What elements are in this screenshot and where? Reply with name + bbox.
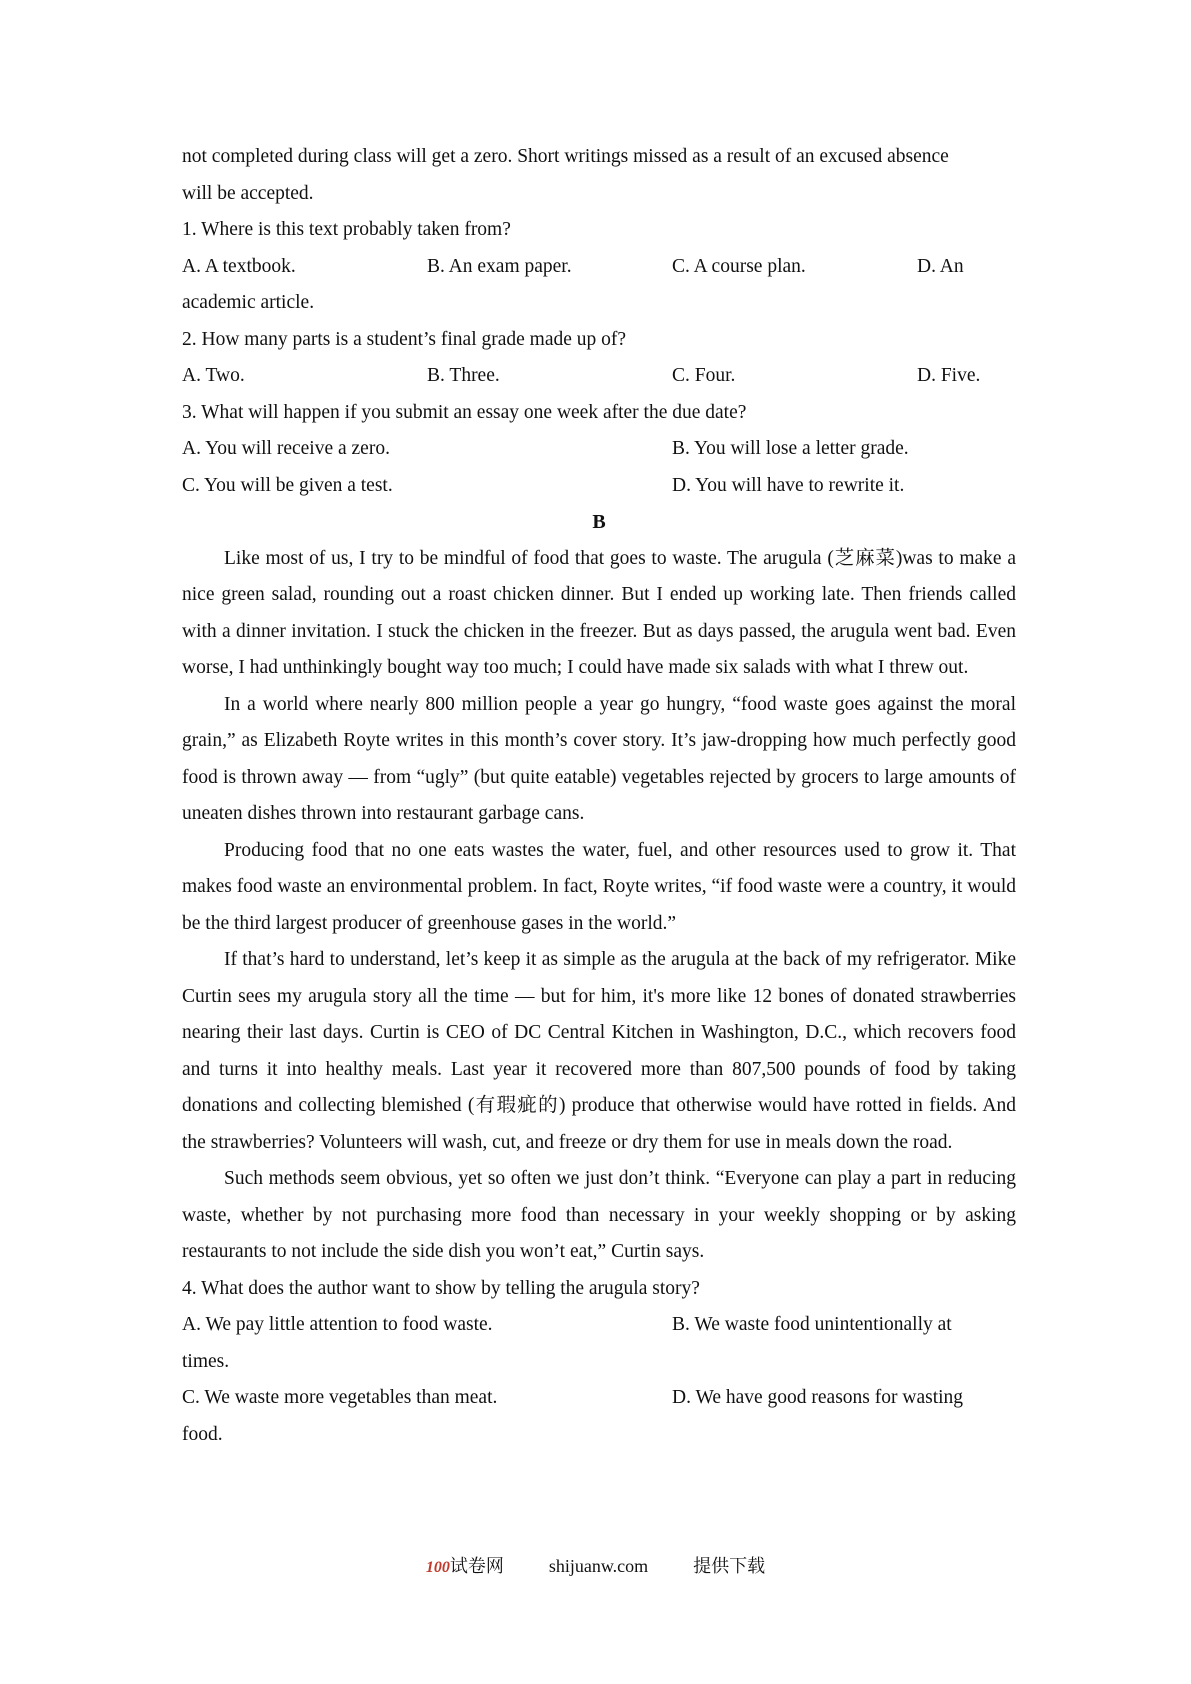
option-d: D. We have good reasons for wasting bbox=[672, 1387, 964, 1408]
passage-paragraph: In a world where nearly 800 million people a year go hungry, “food waste goes against the moral grain,” as Elizabeth Royte writes in this month’s cover story. It’s jaw-dropping how much perfectly good food is thrown away — from “ugly” (but quite eatable) vegetables rejected by grocers to large amounts of uneaten dishes thrown into restaurant garbage cans. bbox=[182, 693, 1016, 824]
option-d: D. An bbox=[917, 255, 964, 277]
option-d: D. You will have to rewrite it. bbox=[672, 474, 905, 496]
section-heading: B bbox=[592, 511, 606, 533]
option-a: A. You will receive a zero. bbox=[182, 438, 390, 459]
option-d-continuation: academic article. bbox=[182, 292, 315, 313]
question-3-options-row-1 bbox=[182, 431, 1016, 468]
passage-paragraph: If that’s hard to understand, let’s keep it as simple as the arugula at the back of my refrigerator. Mike Curtin sees my arugula story all the time — but for him, it's more like 12 bones of donated strawberries nearing their last days. Curtin is CEO of DC Central Kitchen in Washington, D.C., which recovers food and turns it into healthy meals. Last year it recovered more than 807,500 pounds of food by taking donations and collecting blemished (有瑕疵的) produce that otherwise would have rotted in fields. And the strawberries? Volunteers will wash, cut, and freeze or dry them for use in meals down the road. bbox=[182, 949, 1016, 1153]
site-name: 试卷网 bbox=[449, 1556, 504, 1576]
option-a: A. A textbook. bbox=[182, 255, 296, 277]
option-c: C. We waste more vegetables than meat. bbox=[182, 1387, 498, 1408]
question-4-options-row-2 bbox=[182, 1380, 1016, 1417]
question-3-options-row-2 bbox=[182, 468, 1016, 505]
option-c: C. A course plan. bbox=[672, 255, 806, 277]
question-2-options bbox=[182, 358, 1016, 395]
question-1-options bbox=[182, 249, 1016, 286]
site-logo: 100 bbox=[425, 1559, 450, 1576]
document-page bbox=[182, 139, 1016, 1453]
option-a: A. Two. bbox=[182, 365, 245, 386]
intro-line-2: will be accepted. bbox=[182, 182, 314, 204]
intro-line-1: not completed during class will get a zero. Short writings missed as a result of an excused absence bbox=[182, 146, 949, 167]
question-1: 1. Where is this text probably taken from? bbox=[182, 219, 511, 240]
option-b-continuation: times. bbox=[182, 1350, 230, 1372]
option-b: B. An exam paper. bbox=[427, 255, 572, 277]
site-domain: shijuanw.com bbox=[548, 1556, 649, 1576]
option-d-continuation: food. bbox=[182, 1423, 223, 1445]
question-2: 2. How many parts is a student’s final grade made up of? bbox=[182, 328, 627, 350]
option-c: C. Four. bbox=[672, 365, 736, 386]
option-c: C. You will be given a test. bbox=[182, 474, 393, 496]
option-b: B. Three. bbox=[427, 365, 500, 386]
option-d: D. Five. bbox=[917, 365, 981, 386]
passage-paragraph: Like most of us, I try to be mindful of food that goes to waste. The arugula (芝麻菜)was to make a nice green salad, rounding out a roast chicken dinner. But I ended up working late. Then friends called with a dinner invitation. I stuck the chicken in the freezer. But as days passed, the arugula went bad. Even worse, I had unthinkingly bought way too much; I could have made six salads with what I threw out. bbox=[182, 547, 1016, 678]
footer-tagline: 提供下载 bbox=[693, 1556, 766, 1576]
passage-paragraph: Such methods seem obvious, yet so often we just don’t think. “Everyone can play a part in reducing waste, whether by not purchasing more food than necessary in your weekly shopping or by asking restaurants to not include the side dish you won’t eat,” Curtin says. bbox=[182, 1168, 1016, 1262]
option-a: A. We pay little attention to food waste. bbox=[182, 1314, 493, 1335]
question-4-options-row-1 bbox=[182, 1307, 1016, 1344]
page-footer bbox=[0, 1552, 1191, 1582]
passage-paragraph: Producing food that no one eats wastes the water, fuel, and other resources used to grow it. That makes food waste an environmental problem. In fact, Royte writes, “if food waste were a country, it would be the third largest producer of greenhouse gases in the world.” bbox=[182, 839, 1016, 934]
option-b: B. You will lose a letter grade. bbox=[672, 438, 909, 459]
option-b: B. We waste food unintentionally at bbox=[672, 1314, 952, 1335]
question-4: 4. What does the author want to show by telling the arugula story? bbox=[182, 1277, 700, 1299]
question-3: 3. What will happen if you submit an essay one week after the due date? bbox=[182, 401, 747, 423]
